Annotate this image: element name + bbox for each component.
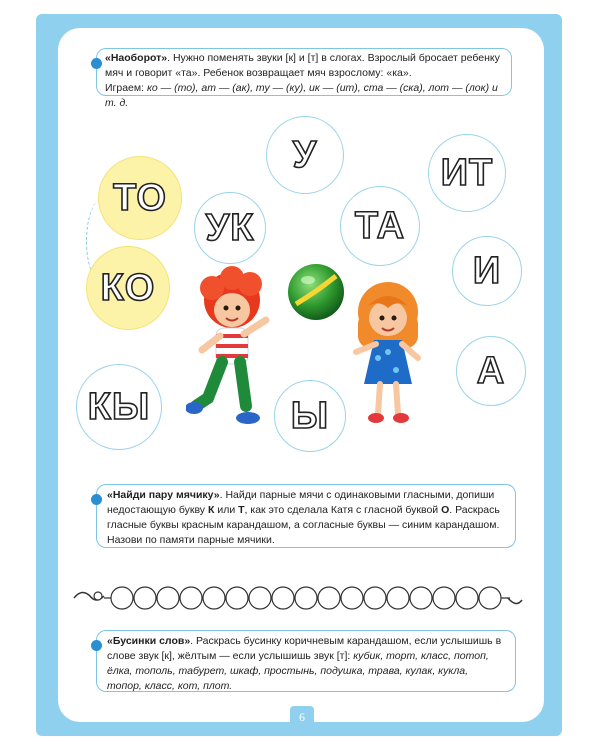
ball-label: КЫ	[87, 385, 151, 428]
bead[interactable]	[433, 587, 455, 609]
ball-y[interactable]	[274, 380, 346, 452]
play-examples: ко — (то), ат — (ак), ту — (ку), ик — (ит), ста — (ска), лот — (лок) и т. д.	[105, 82, 498, 109]
play-label: Играем:	[105, 82, 147, 94]
ball-label: У	[292, 133, 318, 176]
bead[interactable]	[249, 587, 271, 609]
ball-label: А	[476, 349, 506, 392]
ball-label: И	[472, 249, 502, 292]
page-number: 6	[290, 706, 314, 728]
exercise-title: «Бусинки слов»	[107, 635, 191, 647]
bead[interactable]	[456, 587, 478, 609]
green-ball-icon	[286, 262, 346, 322]
exercise-text: , как это сделала Катя с гласной буквой	[244, 504, 442, 516]
bead[interactable]	[134, 587, 156, 609]
bead[interactable]	[226, 587, 248, 609]
exercise-text: или	[214, 504, 239, 516]
exercise-find-pair	[96, 484, 516, 548]
bead[interactable]	[272, 587, 294, 609]
exercise-text: . Раскрась бусинку коричневым карандашом, если услышишь в слове звук [к], жёлтым — если услышишь звук [т]:	[107, 635, 502, 662]
ball-label: КО	[100, 266, 156, 309]
exercise-text: . Найди парные мячи с одинаковыми гласными, допиши недостающую букву	[107, 489, 495, 516]
bead-knot-icon	[94, 592, 102, 600]
exercise-beads	[96, 630, 516, 692]
ball-label: ИТ	[440, 151, 494, 194]
bullet-icon	[91, 494, 102, 505]
bead[interactable]	[341, 587, 363, 609]
bead[interactable]	[479, 587, 501, 609]
ball-uk[interactable]	[194, 192, 266, 264]
ball-u[interactable]	[266, 116, 344, 194]
bead[interactable]	[157, 587, 179, 609]
exercise-title: «Наоборот»	[105, 52, 168, 64]
bead[interactable]	[180, 587, 202, 609]
bullet-icon	[91, 58, 102, 69]
bead[interactable]	[111, 587, 133, 609]
bullet-icon	[91, 640, 102, 651]
exercise-title: «Найди пару мячику»	[107, 489, 220, 501]
exercise-text: . Нужно поменять звуки [к] и [т] в слогах. Взрослый бросает ребенку мяч и говорит «та». Ребенок возвращает мяч взрослому: «ка».	[105, 52, 500, 79]
bead[interactable]	[318, 587, 340, 609]
word-list: кубик, торт, класс, потоп, ёлка, тополь, табурет, шкаф, простынь, подушка, трава, кулак, кукла, топор, класс, кот, плот.	[107, 650, 489, 692]
ball-a[interactable]	[456, 336, 526, 406]
ball-ko[interactable]	[86, 246, 170, 330]
letter-o: О	[441, 504, 450, 516]
ball-ky[interactable]	[76, 364, 162, 450]
ball-label: УК	[205, 206, 255, 249]
ball-ta[interactable]	[340, 186, 420, 266]
ball-it[interactable]	[428, 134, 506, 212]
bead[interactable]	[410, 587, 432, 609]
girl-illustration	[346, 278, 428, 428]
ball-label: ТА	[354, 204, 406, 247]
bead[interactable]	[387, 587, 409, 609]
exercise-naoborot	[96, 48, 512, 109]
bead[interactable]	[203, 587, 225, 609]
boy-illustration	[186, 266, 280, 430]
exercise-text: . Раскрась гласные буквы красным карандашом, а согласные буквы — синим карандашом. Назови по памяти парные мячики.	[107, 504, 500, 546]
letter-k: К	[207, 504, 215, 516]
ball-i[interactable]	[452, 236, 522, 306]
ball-label: Ы	[290, 394, 330, 437]
ball-label: ТО	[113, 176, 167, 219]
ball-to[interactable]	[98, 156, 182, 240]
bead[interactable]	[295, 587, 317, 609]
bead[interactable]	[364, 587, 386, 609]
bead-string	[70, 578, 530, 618]
letter-t: Т	[238, 504, 245, 516]
